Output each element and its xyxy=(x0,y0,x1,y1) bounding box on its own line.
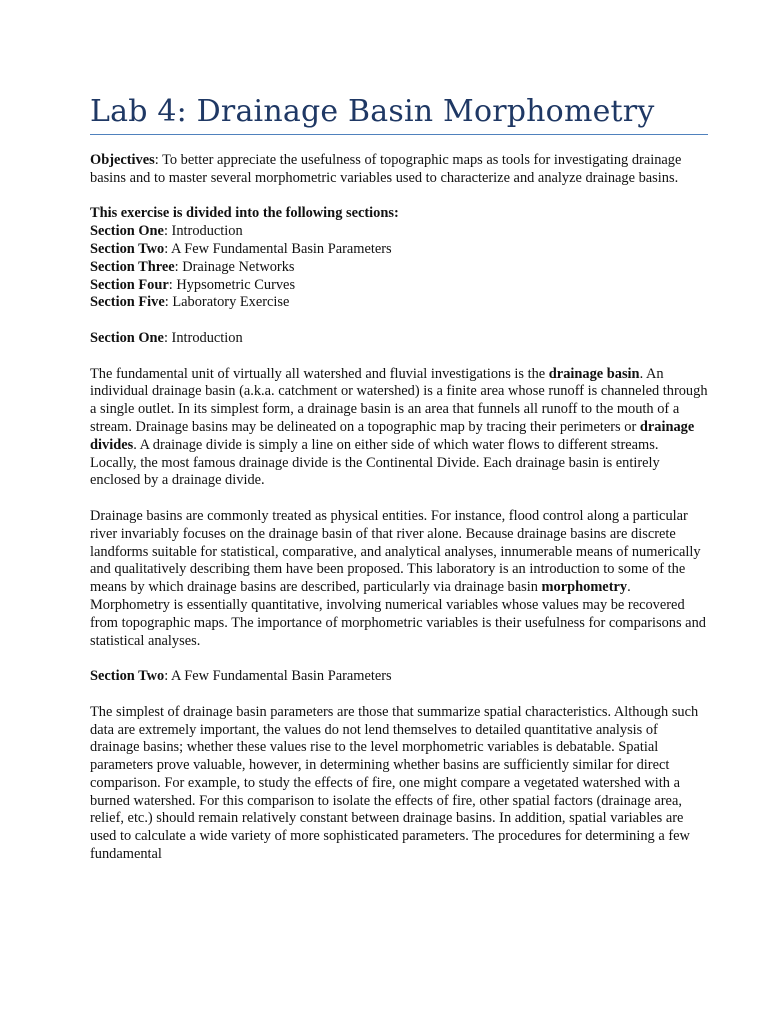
section-list-item xyxy=(90,241,708,259)
section-title: : A Few Fundamental Basin Parameters xyxy=(164,240,392,257)
section-list-item xyxy=(90,277,708,295)
spacer xyxy=(90,348,708,366)
section-list-item xyxy=(90,259,708,277)
para-text: . An individual drainage basin (a.k.a. catchment or watershed) is a finite area whose runoff is channeled through a single outlet. In its simplest form, a drainage basin is an area that funnels all runoff to the mouth of a stream. Drainage basins may be delineated on a topographic map by tracing their perimeters or xyxy=(90,365,708,435)
objectives-paragraph xyxy=(90,152,708,188)
body-paragraph-2 xyxy=(90,508,708,650)
section-heading-text: : Introduction xyxy=(163,329,243,346)
section-two-heading xyxy=(90,668,708,686)
para-text: . A drainage divide is simply a line on either side of which water flows to different streams. Locally, the most famous drainage divide is the Continental Divide. Each drainage basin is entirely enclosed by a drainage divide. xyxy=(90,436,660,489)
objectives-text: : To better appreciate the usefulness of topographic maps as tools for investigating drainage basins and to master several morphometric variables used to characterize and analyze drainage basins. xyxy=(90,152,682,186)
body-paragraph-3: The simplest of drainage basin parameters are those that summarize spatial characteristics. Although such data are extremely important, the values do not lend themselves to detailed quantitative analysis of drainage basins; whether these values rise to the level morphometric variables is debatable. Spatial parameters prove valuable, however, in determining whether basins are sufficiently similar for direct comparison. For example, to study the effects of fire, one might compare a vegetated watershed with a burned watershed. For this comparison to isolate the effects of fire, other spatial factors (drainage area, relief, etc.) should remain relatively constant between drainage basins. In addition, spatial variables are used to calculate a wide variety of more sophisticated parameters. The procedures for determining a few fundamental xyxy=(90,703,699,863)
page-title: Lab 4: Drainage Basin Morphometry xyxy=(90,94,655,129)
term-morphometry: morphometry xyxy=(541,579,628,596)
section-heading-label: Section Two xyxy=(90,668,165,685)
spacer xyxy=(90,312,708,330)
section-label: Section Four xyxy=(90,276,169,293)
section-heading-text: : A Few Fundamental Basin Parameters xyxy=(164,668,392,685)
section-label: Section Two xyxy=(90,240,165,257)
para-text: Drainage basins are commonly treated as physical entities. For instance, flood control along a particular river invariably focuses on the drainage basin of that river alone. Because drainage basins are discrete landforms suitable for statistical, comparative, and analytical analyses, innumerable means of numerically and qualitatively describing them have been proposed. This laboratory is an introduction to some of the means by which drainage basins are described, particularly via drainage basin xyxy=(90,507,701,596)
spacer xyxy=(90,650,708,668)
section-one-heading xyxy=(90,330,708,348)
para-text: . Morphometry is essentially quantitative, involving numerical variables whose values may be recovered from topographic maps. The importance of morphometric variables is their usefulness for comparisons and statistical analyses. xyxy=(90,579,706,649)
spacer xyxy=(90,188,708,206)
spacer xyxy=(90,490,708,508)
section-label: Section One xyxy=(90,223,164,240)
spacer xyxy=(90,686,708,704)
section-title: : Introduction xyxy=(163,223,243,240)
section-title: : Laboratory Exercise xyxy=(164,294,290,311)
section-label: Section Five xyxy=(90,294,165,311)
section-label: Section Three xyxy=(90,258,175,275)
section-title: : Hypsometric Curves xyxy=(168,276,296,293)
title-underline xyxy=(90,134,708,135)
objectives-label: Objectives xyxy=(90,152,155,168)
section-list-item xyxy=(90,223,708,241)
section-heading-label: Section One xyxy=(90,329,164,346)
body-paragraph-1 xyxy=(90,366,708,491)
term-drainage-basin: drainage basin xyxy=(548,365,640,382)
term-drainage-divides: drainage divides xyxy=(90,418,695,453)
section-title: : Drainage Networks xyxy=(174,258,295,275)
sections-intro xyxy=(90,205,708,223)
para-text: The fundamental unit of virtually all watershed and fluvial investigations is the xyxy=(90,365,549,382)
sections-intro-text: This exercise is divided into the following sections: xyxy=(90,205,399,222)
section-list-item xyxy=(90,294,708,312)
